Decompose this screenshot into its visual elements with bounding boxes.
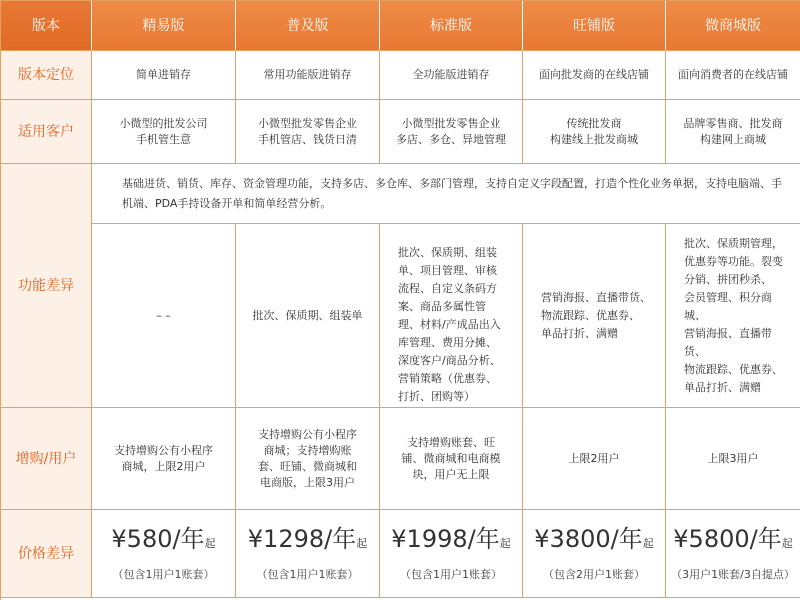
text-line: 构建线上批发商城 — [550, 132, 638, 146]
text-line: 营销海报、直播带货、 — [684, 326, 772, 358]
text-line: 支持增购账套、旺 — [407, 435, 495, 449]
customers-cell — [523, 100, 666, 164]
features-text — [684, 235, 786, 397]
text-line: 分销、拼团秒杀、 — [684, 272, 772, 286]
header-edition-weishangcheng: 微商城版 — [666, 1, 800, 51]
features-common-cell — [92, 164, 800, 224]
row-label-features: 功能差异 — [1, 164, 92, 408]
features-cell — [666, 224, 800, 408]
header-edition-wangpu: 旺铺版 — [523, 1, 666, 51]
text-line: 支持增购公有小程序 — [114, 443, 213, 457]
text-line: 上限2用户 — [568, 451, 620, 465]
text-line: 铺、微商城和电商模 — [401, 451, 501, 465]
text-line: 批次、保质期、组装单 — [252, 308, 363, 322]
text-line: 套、旺铺、微商城和 — [258, 459, 357, 473]
text-line: 手机管生意 — [136, 132, 191, 146]
row-label-addon: 增购/用户 — [1, 408, 92, 510]
header-edition-jingyi: 精易版 — [92, 1, 236, 51]
features-common-text — [122, 174, 782, 214]
addon-cell — [92, 408, 236, 510]
positioning-cell: 面向消费者的在线店铺 — [666, 51, 800, 100]
price-cell — [236, 510, 380, 598]
addon-cell — [236, 408, 380, 510]
price-cell — [523, 510, 666, 598]
features-text — [541, 289, 651, 343]
price-note: （包含1用户1账套） — [256, 568, 359, 581]
text-line: 批次、保质期管理， — [684, 236, 783, 250]
features-cell — [92, 224, 236, 408]
text-line: 小微型的批发公司 — [119, 116, 208, 130]
row-label-price: 价格差异 — [1, 510, 92, 598]
text-line: 理、材料/产成品出入 — [398, 318, 501, 331]
text-line: 多店、多仓、异地管理 — [396, 132, 506, 146]
addon-cell — [666, 408, 800, 510]
text-line: 单、项目管理、审核 — [398, 264, 497, 277]
text-line: 批次、保质期、组装 — [398, 246, 497, 259]
price-note: （包含2用户1账套） — [543, 568, 645, 581]
price-amount: ¥5800/年起 — [673, 525, 793, 553]
header-edition-puji: 普及版 — [236, 1, 380, 51]
positioning-cell: 常用功能版进销存 — [236, 51, 380, 100]
customers-cell — [92, 100, 236, 164]
text-line: 机端、PDA手持设备开单和简单经营分析。 — [122, 196, 332, 210]
features-cell — [236, 224, 380, 408]
text-line: 小微型批发零售企业 — [401, 116, 501, 130]
text-line: 案、商品多属性管 — [398, 300, 486, 313]
row-label-customers: 适用客户 — [1, 100, 92, 164]
text-line: 会员管理、积分商城、 — [684, 290, 772, 322]
text-line: 流程、自定义条码方 — [398, 282, 497, 295]
text-line: 打折、团购等） — [398, 390, 475, 403]
text-line: 商城，上限2用户 — [121, 459, 206, 473]
features-text — [398, 244, 501, 406]
text-line: 小微型批发零售企业 — [258, 116, 357, 130]
text-line: 品牌零售商、批发商 — [683, 116, 783, 130]
positioning-cell: 简单进销存 — [92, 51, 236, 100]
text-line: 电商版，上限3用户 — [260, 475, 355, 489]
text-line: 库管理、费用分摊、 — [398, 336, 497, 349]
header-corner: 版本 — [1, 1, 92, 51]
text-line: 构建网上商城 — [700, 132, 766, 146]
row-label-positioning: 版本定位 — [1, 51, 92, 100]
text-line: 块，用户无上限 — [412, 467, 490, 481]
text-line: 营销海报、直播带货、 — [541, 290, 651, 304]
text-line: 支持增购公有小程序 — [258, 427, 357, 441]
addon-cell — [523, 408, 666, 510]
text-line: 手机管店、钱货日清 — [258, 132, 357, 146]
positioning-cell: 面向批发商的在线店铺 — [523, 51, 666, 100]
text-line: 单品打折、满赠 — [684, 380, 761, 394]
customers-cell — [666, 100, 800, 164]
text-line: 单品打折、满赠 — [541, 326, 618, 340]
price-note: （包含1用户1账套） — [112, 568, 215, 581]
customers-cell — [236, 100, 380, 164]
price-cell — [92, 510, 236, 598]
text-line: 物流跟踪、优惠券、 — [684, 362, 783, 376]
text-line: – – — [156, 308, 171, 322]
addon-cell — [380, 408, 523, 510]
header-edition-biaozhun: 标准版 — [380, 1, 523, 51]
features-cell — [380, 224, 523, 408]
price-note: （包含1用户1账套） — [400, 568, 502, 581]
price-amount: ¥580/年起 — [111, 525, 216, 553]
text-line: 上限3用户 — [707, 451, 759, 465]
text-line: 营销策略（优惠券、 — [398, 372, 497, 385]
text-line: 基础进货、销货、库存、资金管理功能，支持多店、多仓库、多部门管理，支持自定义字段配置，打造个性化业务单据，支持电脑端、手 — [122, 176, 782, 190]
price-cell — [666, 510, 800, 598]
text-line: 优惠券等功能。裂变 — [684, 254, 783, 268]
features-cell — [523, 224, 666, 408]
text-line: 物流跟踪、优惠券、 — [541, 308, 640, 322]
price-cell — [380, 510, 523, 598]
text-line: 商城；支持增购账 — [263, 443, 352, 457]
text-line: 传统批发商 — [566, 116, 622, 130]
price-note: （3用户1账套/3自提点） — [671, 568, 795, 581]
price-amount: ¥1298/年起 — [247, 525, 368, 553]
positioning-cell: 全功能版进销存 — [380, 51, 523, 100]
price-amount: ¥3800/年起 — [534, 525, 654, 553]
customers-cell — [380, 100, 523, 164]
text-line: 深度客户/商品分析、 — [398, 354, 501, 367]
price-amount: ¥1998/年起 — [391, 525, 511, 553]
